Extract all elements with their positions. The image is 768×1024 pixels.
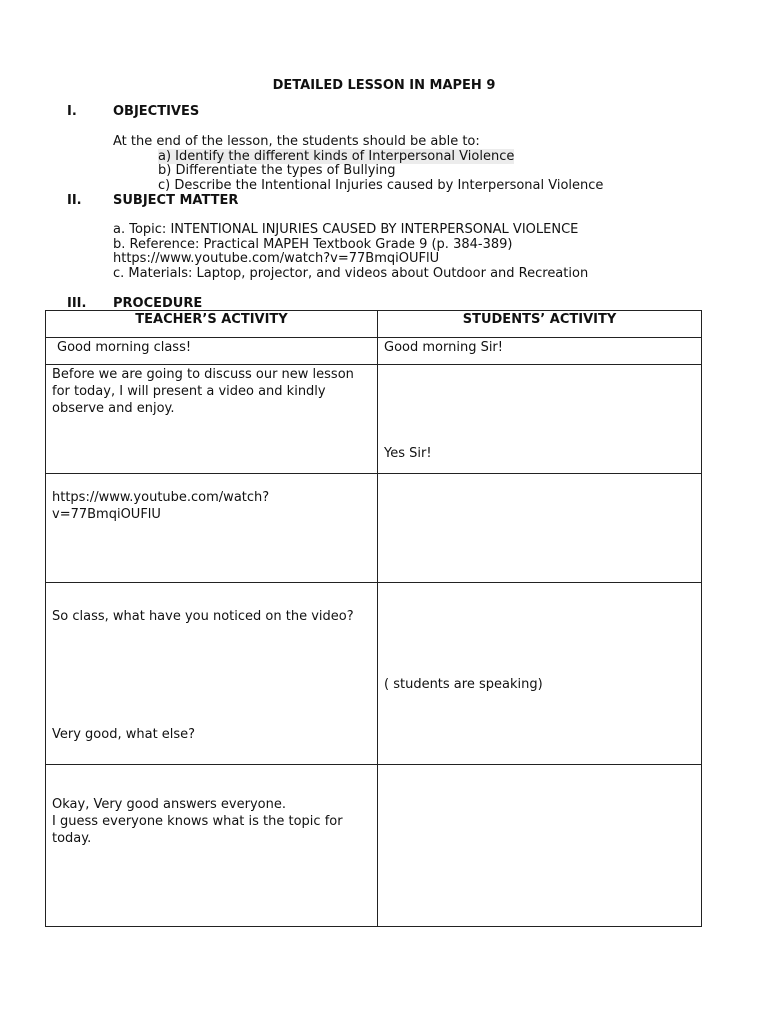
objective-item (158, 149, 514, 164)
student-text: Yes Sir! (384, 446, 432, 461)
section-heading-procedure: PROCEDURE (113, 296, 203, 311)
table-header-row (46, 311, 702, 338)
teacher-cell (46, 583, 378, 765)
student-cell (378, 474, 702, 583)
subject-reference-link: https://www.youtube.com/watch?v=77BmqiOUFlU (113, 251, 440, 266)
header-teachers-activity: TEACHER’S ACTIVITY (46, 311, 378, 338)
student-cell (378, 765, 702, 927)
table-row (46, 474, 702, 583)
objective-item-text: a) Identify the different kinds of Interpersonal Violence (158, 149, 515, 164)
section-numeral-objectives: I. (67, 104, 77, 119)
student-cell (378, 338, 702, 365)
subject-materials: c. Materials: Laptop, projector, and videos about Outdoor and Recreation (113, 266, 589, 281)
teacher-cell (46, 338, 378, 365)
table-row (46, 338, 702, 365)
document-title: DETAILED LESSON IN MAPEH 9 (272, 78, 496, 93)
objective-item: b) Differentiate the types of Bullying (158, 163, 396, 178)
section-heading-objectives: OBJECTIVES (113, 104, 200, 119)
table-row (46, 583, 702, 765)
section-numeral-subject-matter: II. (67, 193, 82, 208)
teacher-followup-text: Very good, what else? (52, 727, 196, 742)
objectives-intro: At the end of the lesson, the students should be able to: (113, 134, 480, 149)
teacher-text: Good morning class! (57, 340, 192, 355)
teacher-text: https://www.youtube.com/watch? v=77BmqiOUFlU (52, 490, 270, 522)
table-row (46, 765, 702, 927)
teacher-cell (46, 765, 378, 927)
section-heading-subject-matter: SUBJECT MATTER (113, 193, 239, 208)
objective-item: c) Describe the Intentional Injuries caused by Interpersonal Violence (158, 178, 604, 193)
teacher-text: Before we are going to discuss our new lesson for today, I will present a video and kindly observe and enjoy. (52, 367, 354, 416)
procedure-table (45, 310, 702, 927)
teacher-cell (46, 365, 378, 474)
student-cell (378, 583, 702, 765)
section-numeral-procedure: III. (67, 296, 87, 311)
header-students-activity: STUDENTS’ ACTIVITY (378, 311, 702, 338)
table-row (46, 365, 702, 474)
subject-topic: a. Topic: INTENTIONAL INJURIES CAUSED BY INTERPERSONAL VIOLENCE (113, 222, 579, 237)
teacher-text: So class, what have you noticed on the video? (52, 609, 354, 624)
teacher-cell (46, 474, 378, 583)
subject-reference: b. Reference: Practical MAPEH Textbook Grade 9 (p. 384-389) (113, 237, 513, 252)
student-cell (378, 365, 702, 474)
student-text: Good morning Sir! (384, 340, 503, 355)
student-text: ( students are speaking) (384, 677, 543, 692)
teacher-text: Okay, Very good answers everyone. I guess everyone knows what is the topic for today. (52, 797, 343, 846)
